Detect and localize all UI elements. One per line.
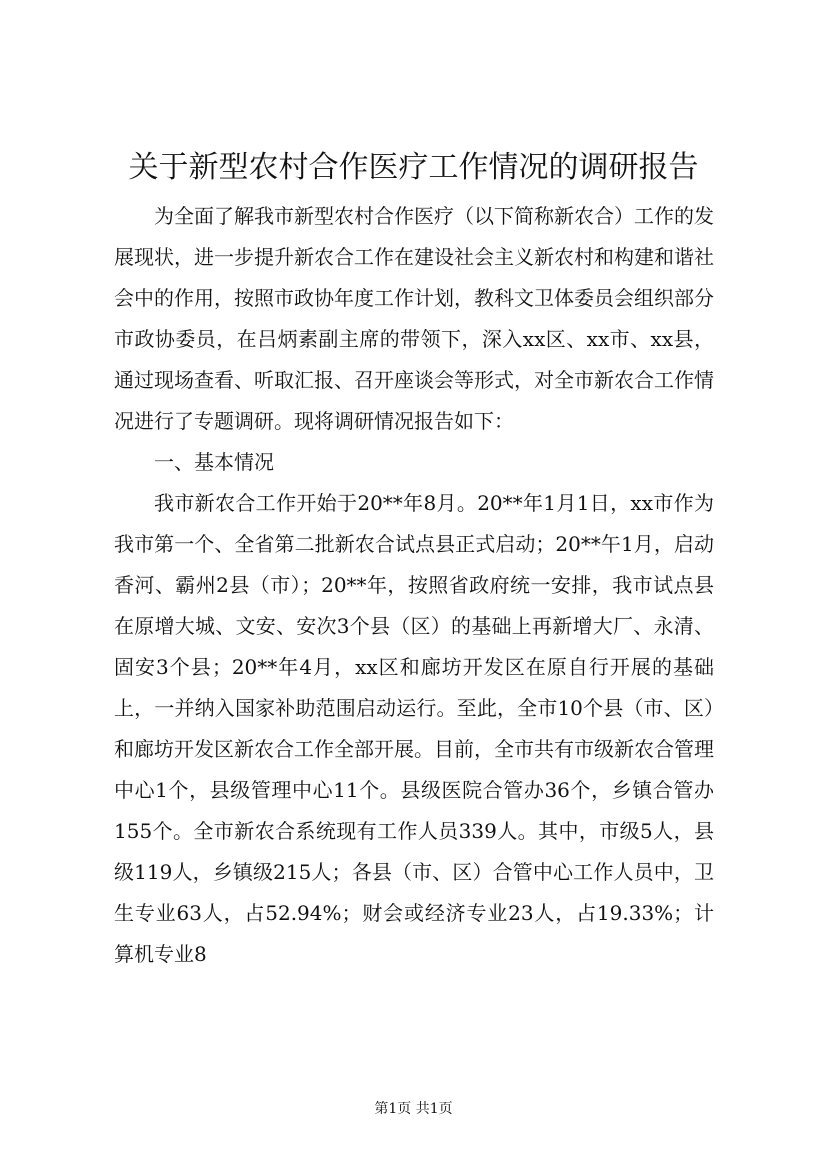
section-heading-basic-situation: 一、基本情况 bbox=[154, 450, 274, 474]
document-title: 关于新型农村合作医疗工作情况的调研报告 bbox=[128, 150, 699, 185]
paragraph-intro: 为全面了解我市新型农村合作医疗（以下简称新农合）工作的发展现状，进一步提升新农合工作在建设社会主义新农村和构建和谐社会中的作用，按照市政协年度工作计划，教科文卫体委员会组织部分市政协委员，在吕炳素副主席的带领下，深入xx区、xx市、xx县，通过现场查看、听取汇报、召开座谈会等形式，对全市新农合工作情况进行了专题调研。现将调研情况报告如下： bbox=[114, 204, 714, 433]
paragraph-basic-situation: 我市新农合工作开始于20**年8月。20**年1月1日，xx市作为我市第一个、全省第二批新农合试点县正式启动；20**午1月，启动香河、霸州2县（市）；20**年，按照省政府统一安排，我市试点县在原增大城、文安、安次3个县（区）的基础上再新增大厂、永清、固安3个县；20**年4月，xx区和廊坊开发区在原自行开展的基础上，一并纳入国家补助范围启动运行。至此，全市10个县（市、区）和廊坊开发区新农合工作全部开展。目前，全市共有市级新农合管理中心1个，县级管理中心11个。县级医院合管办36个，乡镇合管办155个。全市新农合系统现有工作人员339人。其中，市级5人，县级119人，乡镇级215人；各县（市、区）合管中心工作人员中，卫生专业63人，占52.94%；财会或经济专业23人，占19.33%；计算机专业8 bbox=[114, 491, 714, 966]
document-body bbox=[114, 196, 714, 975]
page-footer: 第1页 共1页 bbox=[374, 1101, 453, 1117]
